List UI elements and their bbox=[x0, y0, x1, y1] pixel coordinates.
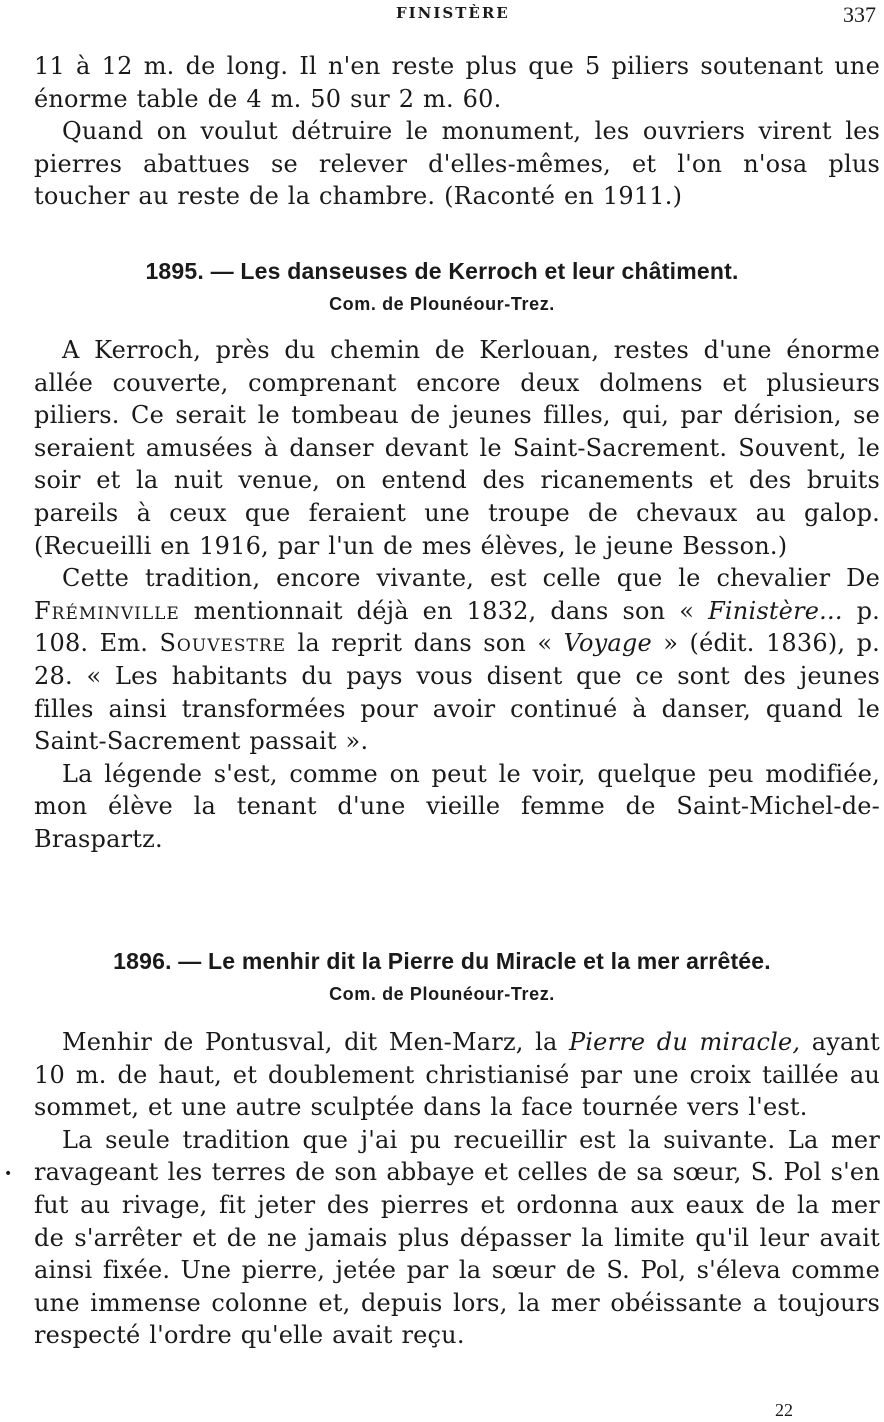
work-title: Finistère... bbox=[708, 596, 843, 625]
continuation-text bbox=[34, 50, 880, 213]
entry-1895-body bbox=[34, 334, 880, 856]
paragraph: A Kerroch, près du chemin de Kerlouan, restes d'une énorme allée couverte, comprenant encore deux dolmens et plusieurs piliers. Ce serait le tombeau de jeunes filles, qui, par dérision, se seraient amusées à danser devant le Saint-Sacrement. Souvent, le soir et la nuit venue, on entend des ricanements et des bruits pareils à ceux que feraient une troupe de chevaux au galop. (Recueilli en 1916, par l'un de mes élèves, le jeune Besson.) bbox=[34, 336, 880, 560]
entry-1895-commune: Com. de Plounéour-Trez. bbox=[329, 294, 555, 314]
entry-1896-commune: Com. de Plounéour-Trez. bbox=[329, 984, 555, 1004]
paragraph: Quand on voulut détruire le monument, les ouvriers virent les pierres abattues se relever d'elles-mêmes, et l'on n'osa plus toucher au reste de la chambre. (Raconté en 1911.) bbox=[34, 117, 880, 211]
paragraph: Menhir de Pontusval, dit Men-Marz, la Pierre du miracle, ayant 10 m. de haut, et doublement christianisé par une croix taillée au sommet, et une autre sculptée dans la face tournée vers l'est. bbox=[34, 1028, 880, 1122]
paragraph: La seule tradition que j'ai pu recueillir est la suivante. La mer ravageant les terres de son abbaye et celles de sa sœur, S. Pol s'en fut au rivage, fit jeter des pierres et ordonna aux eaux de la mer de s'arrêter et de ne jamais plus dépasser la limite qu'il leur avait ainsi fixée. Une pierre, jetée par la sœur de S. Pol, s'éleva comme une immense colonne et, depuis lors, la mer obéissante a toujours respecté l'ordre qu'elle avait reçu. bbox=[34, 1125, 880, 1350]
author-name: Fréminville bbox=[34, 596, 180, 625]
entry-1896-body bbox=[34, 1026, 880, 1352]
author-name: Souvestre bbox=[159, 629, 287, 658]
emphasis: Pierre du miracle, bbox=[568, 1028, 801, 1056]
page-number: 337 bbox=[843, 2, 876, 27]
running-title: FINISTÈRE bbox=[396, 4, 510, 22]
paragraph: 11 à 12 m. de long. Il n'en reste plus que 5 piliers soutenant une énorme table de 4 m. 50 sur 2 m. 60. bbox=[34, 52, 880, 113]
margin-dot: • bbox=[4, 1166, 13, 1182]
paragraph: Cette tradition, encore vivante, est celle que le chevalier De Fréminville mentionnait déjà en 1832, dans son « Finistère... p. 108. Em. Souvestre la reprit dans son « Voyage » (édit. 1836), p. 28. « Les habitants du pays vous disent que ce sont des jeunes filles ainsi transformées pour avoir continué à danser, quand le Saint-Sacrement passait ». bbox=[34, 564, 880, 756]
entry-1895-title: 1895. — Les danseuses de Kerroch et leur châtiment. bbox=[145, 258, 739, 284]
entry-1896-title: 1896. — Le menhir dit la Pierre du Miracle et la mer arrêtée. bbox=[113, 948, 771, 974]
running-head bbox=[0, 2, 884, 28]
signature-mark: 22 bbox=[775, 1400, 793, 1420]
work-title: Voyage bbox=[563, 629, 652, 658]
paragraph: La légende s'est, comme on peut le voir, quelque peu modifiée, mon élève la tenant d'une vieille femme de Saint-Michel-de-Braspartz. bbox=[34, 759, 880, 853]
